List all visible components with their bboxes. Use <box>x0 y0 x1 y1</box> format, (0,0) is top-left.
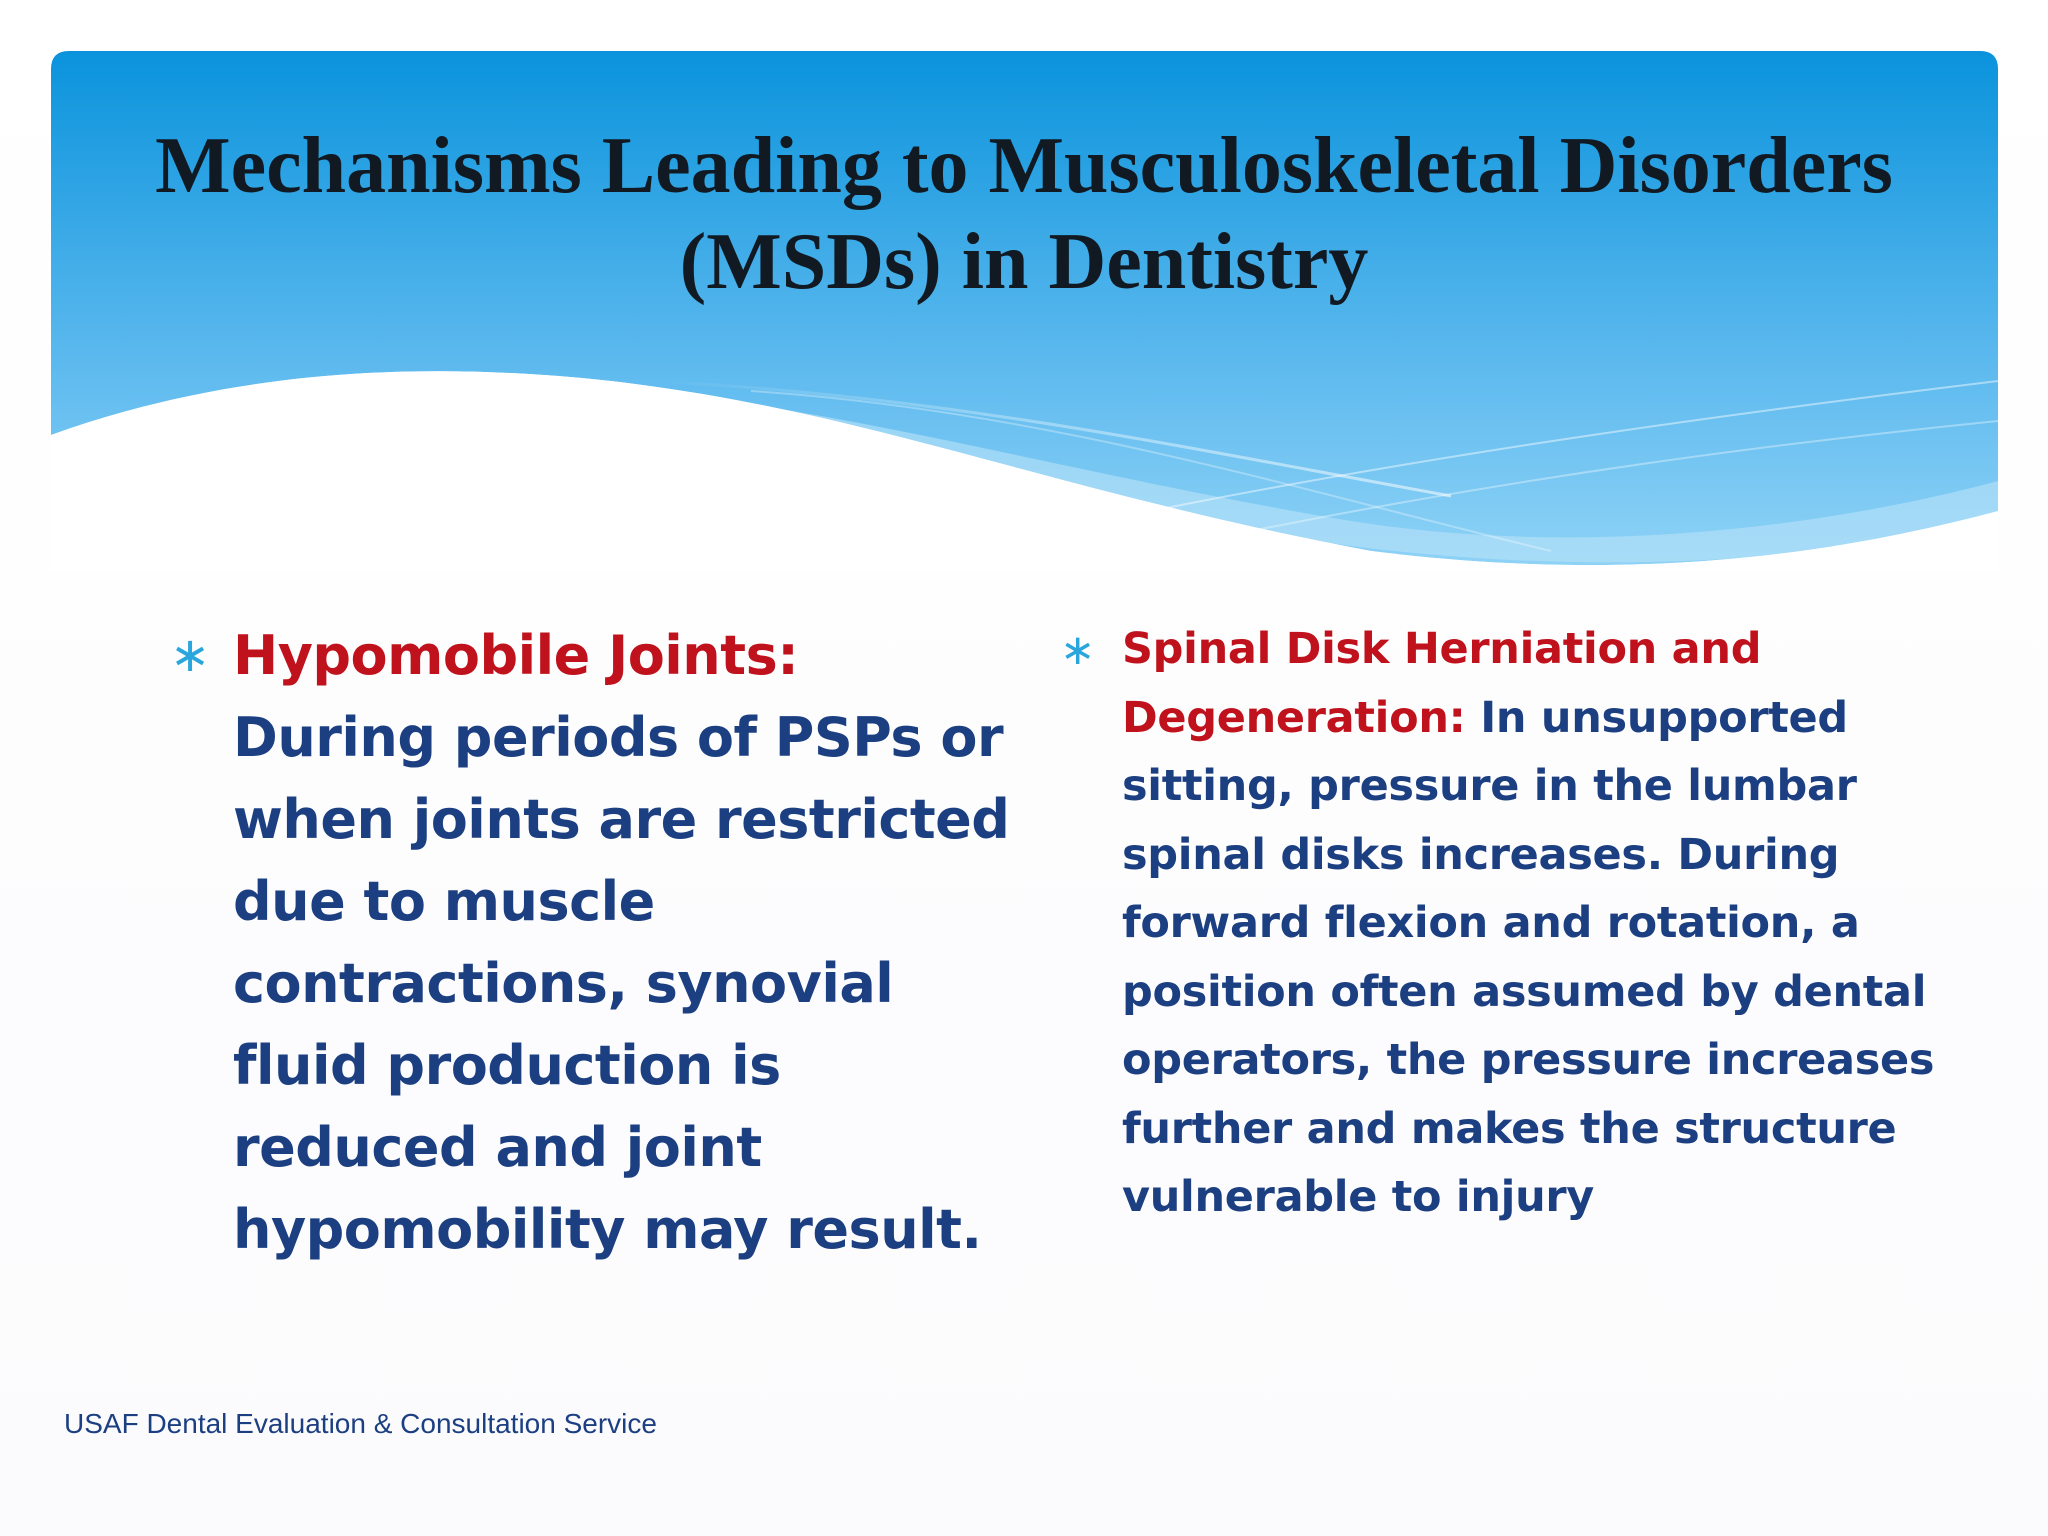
slide-title-line-1: Mechanisms Leading to Musculoskeletal Disorders <box>155 122 1893 210</box>
bullet-lead: Spinal Disk Herniation and Degeneration: <box>1122 624 1762 743</box>
bullet-body <box>1122 615 1940 1232</box>
bullet-hypomobile-joints <box>170 615 1030 1271</box>
bullet-text: In unsupported sitting, pressure in the lumbar spinal disks increases. During forward flexion and rotation, a position often assumed by dental operators, the pressure increases further and makes the structure vulnerable to injury <box>1122 692 1935 1222</box>
bullet-body <box>233 615 1030 1271</box>
bullet-spinal-disk-herniation <box>1060 615 1940 1232</box>
slide-title <box>90 118 1958 310</box>
footer-text: USAF Dental Evaluation & Consultation Service <box>64 1408 657 1439</box>
slide-title-line-2: (MSDs) in Dentistry <box>679 218 1369 306</box>
bullet-text: During periods of PSPs or when joints are restricted due to muscle contractions, synovial fluid production is reduced and joint hypomobility may result. <box>233 706 1010 1261</box>
asterisk-bullet-icon: ∗ <box>1060 625 1096 674</box>
asterisk-bullet-icon: ∗ <box>170 627 211 683</box>
bullet-lead: Hypomobile Joints: <box>233 624 799 687</box>
